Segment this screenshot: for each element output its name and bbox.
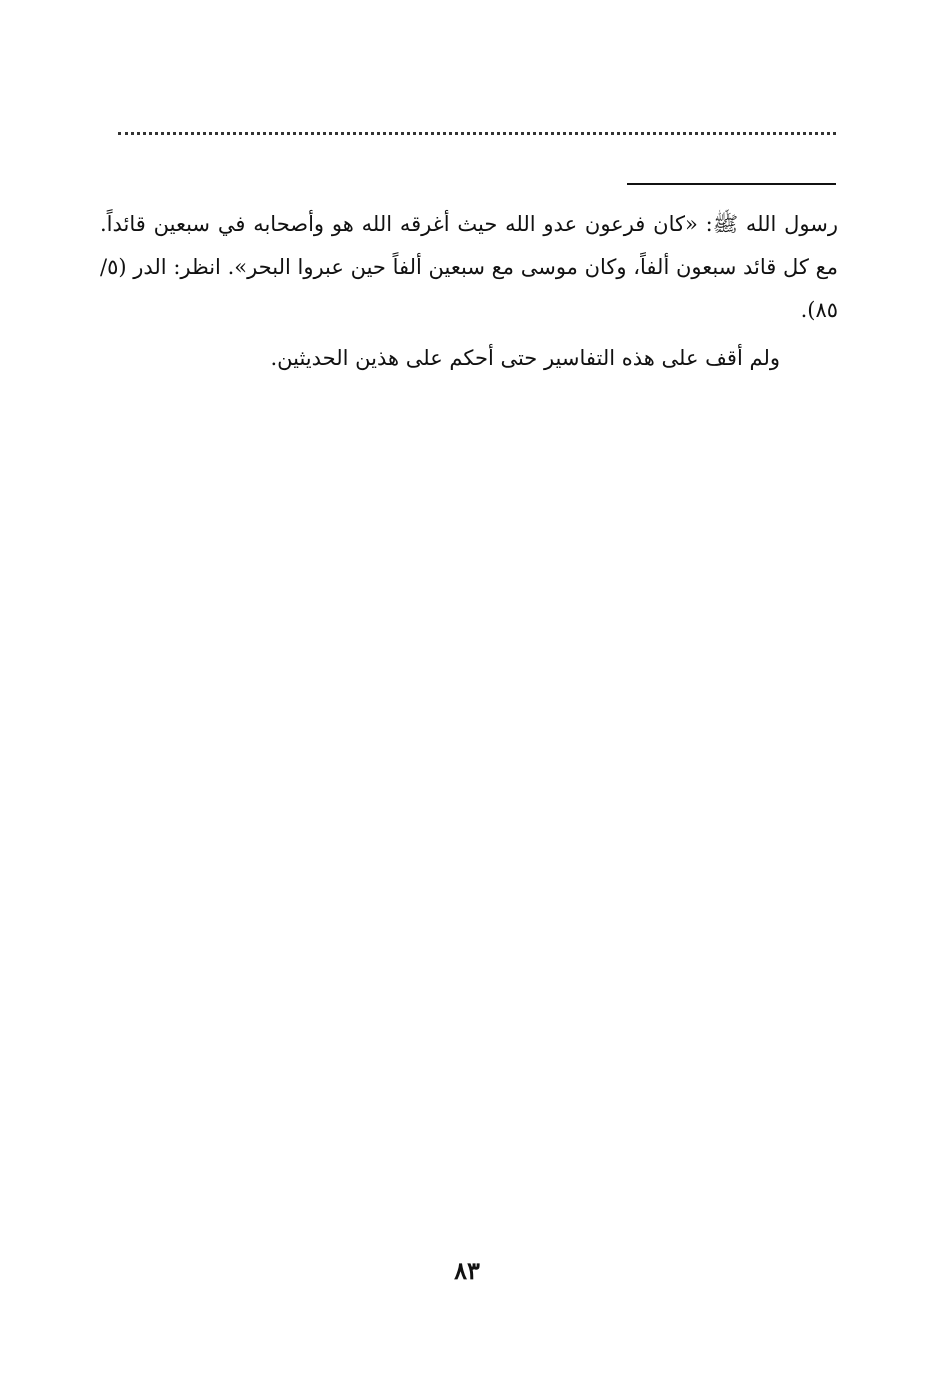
footnote-rule (627, 183, 836, 185)
page-number: ٨٣ (454, 1256, 480, 1285)
footnote-continuation: ولم أقف على هذه التفاسير حتى أحكم على هذين الحديثين. (270, 346, 780, 370)
footnote-text: رسول الله ﷺ: «كان فرعون عدو الله حيث أغرقه الله هو وأصحابه في سبعين قائداً. مع كل قائد سبعون ألفاً، وكان موسى مع سبعين ألفاً حين عبروا البحر». انظر: الدر (٥/ ٨٥). (100, 212, 838, 322)
dotted-separator (118, 132, 836, 135)
